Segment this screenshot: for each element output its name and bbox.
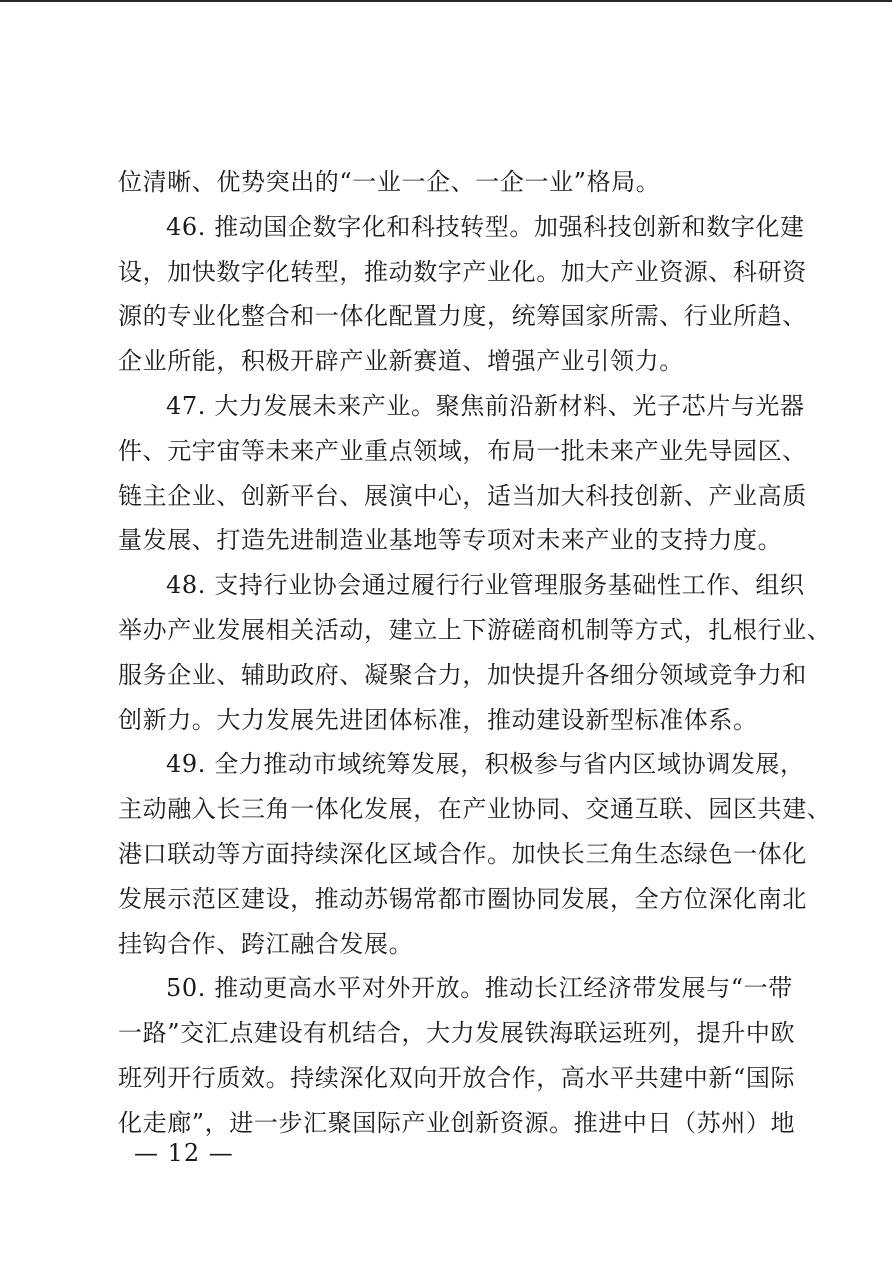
document-body — [118, 160, 832, 1146]
body-line: 位清晰、优势突出的“一业一企、一企一业”格局。 — [118, 168, 661, 196]
body-line: 设，加快数字化转型，推动数字产业化。加大产业资源、科研资 — [118, 257, 807, 286]
body-line: 港口联动等方面持续深化区域合作。加快长三角生态绿色一体化 — [118, 839, 807, 868]
body-line: 一路”交汇点建设有机结合，大力发展铁海联运班列，提升中欧 — [118, 1019, 796, 1048]
body-line: 主动融入长三角一体化发展，在产业协同、交通互联、园区共建、 — [118, 795, 832, 824]
body-line: 源的专业化整合和一体化配置力度，统筹国家所需、行业所趋、 — [118, 302, 807, 331]
body-line: 发展示范区建设，推动苏锡常都市圈协同发展，全方位深化南北 — [118, 884, 807, 913]
body-line: 链主企业、创新平台、展演中心，适当加大科技创新、产业高质 — [118, 481, 807, 510]
body-line: 件、元宇宙等未来产业重点领域，布局一批未来产业先导园区、 — [118, 436, 807, 465]
body-line: 量发展、打造先进制造业基地等专项对未来产业的支持力度。 — [118, 526, 783, 555]
body-line: 创新力。大力发展先进团体标准，推动建设新型标准体系。 — [118, 705, 758, 734]
body-line: 举办产业发展相关活动，建立上下游磋商机制等方式，扎根行业、 — [118, 615, 832, 644]
paragraph-49-first-line: 49. 全力推动市域统筹发展，积极参与省内区域协调发展， — [166, 750, 805, 779]
paragraph-50-first-line: 50. 推动更高水平对外开放。推动长江经济带发展与“一带 — [166, 974, 793, 1003]
paragraph-47-first-line: 47. 大力发展未来产业。聚焦前沿新材料、光子芯片与光器 — [166, 391, 805, 420]
body-line: 服务企业、辅助政府、凝聚合力，加快提升各细分领域竞争力和 — [118, 660, 807, 689]
body-line: 班列开行质效。持续深化双向开放合作，高水平共建中新“国际 — [118, 1063, 796, 1092]
body-line: 挂钩合作、跨江融合发展。 — [118, 929, 414, 958]
paragraph-48-first-line: 48. 支持行业协会通过履行行业管理服务基础性工作、组织 — [166, 571, 805, 600]
body-line: 化走廊”，进一步汇聚国际产业创新资源。推进中日（苏州）地 — [118, 1108, 796, 1137]
body-line: 企业所能，积极开辟产业新赛道、增强产业引领力。 — [118, 347, 684, 376]
page-number: — 12 — — [134, 1139, 234, 1167]
page-top-edge — [0, 0, 892, 2]
paragraph-46-first-line: 46. 推动国企数字化和科技转型。加强科技创新和数字化建 — [166, 212, 805, 241]
